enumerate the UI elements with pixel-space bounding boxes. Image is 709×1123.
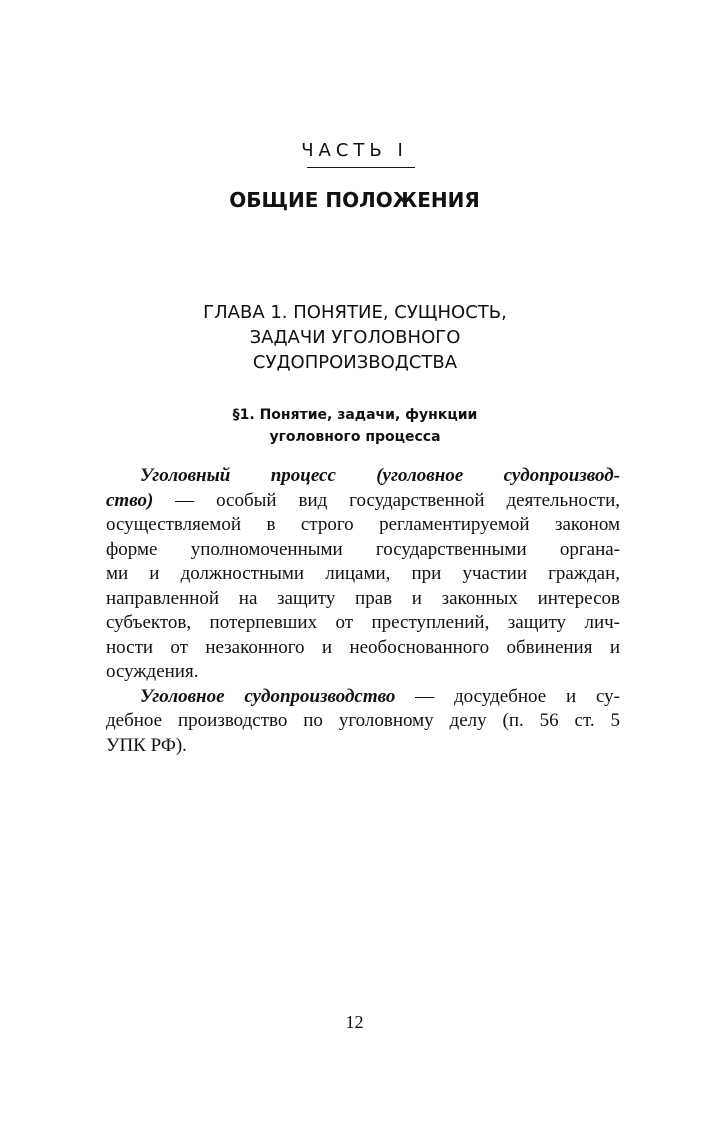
text-line: УПК РФ). — [106, 734, 187, 756]
chapter-title-line: СУДОПРОИЗВОДСТВА — [252, 352, 458, 373]
defined-term: ство) — [106, 489, 154, 511]
line-text: — досудебное и су- — [395, 685, 620, 707]
section-title — [160, 404, 550, 448]
text-line: дебное производство по уголовному делу (п. 56 ст. 5 — [106, 710, 620, 731]
text-line: осуждения. — [106, 661, 199, 682]
line-text: — особый вид государственной деятельности, — [153, 489, 620, 511]
part-label: ЧАСТЬ I — [301, 140, 408, 161]
text-line — [106, 464, 620, 489]
defined-term: Уголовное судопроизводство — [140, 685, 396, 707]
body-text — [106, 464, 620, 758]
text-line: форме уполномоченными государственными органа- — [106, 538, 620, 560]
chapter-title — [140, 300, 570, 375]
text-line: ности от незаконного и необоснованного обвинения и — [106, 636, 620, 658]
part-label-underline — [307, 167, 415, 168]
section-title-line: уголовного процесса — [269, 429, 441, 445]
text-line: осуществляемой в строго регламентируемой законом — [106, 514, 620, 535]
text-line — [106, 685, 620, 710]
chapter-title-line: ЗАДАЧИ УГОЛОВНОГО — [249, 327, 461, 348]
section-title-line: §1. Понятие, задачи, функции — [232, 407, 478, 423]
defined-term: Уголовный процесс (уголовное судопроизвод- — [140, 465, 620, 486]
text-line — [106, 489, 620, 514]
text-line: ми и должностными лицами, при участии граждан, — [106, 563, 620, 584]
chapter-title-line: ГЛАВА 1. ПОНЯТИЕ, СУЩНОСТЬ, — [203, 302, 507, 323]
part-title: ОБЩИЕ ПОЛОЖЕНИЯ — [229, 188, 480, 212]
text-line: субъектов, потерпевших от преступлений, защиту лич- — [106, 612, 620, 633]
page-number: 12 — [345, 1012, 364, 1032]
text-line: направленной на защиту прав и законных интересов — [106, 587, 620, 609]
